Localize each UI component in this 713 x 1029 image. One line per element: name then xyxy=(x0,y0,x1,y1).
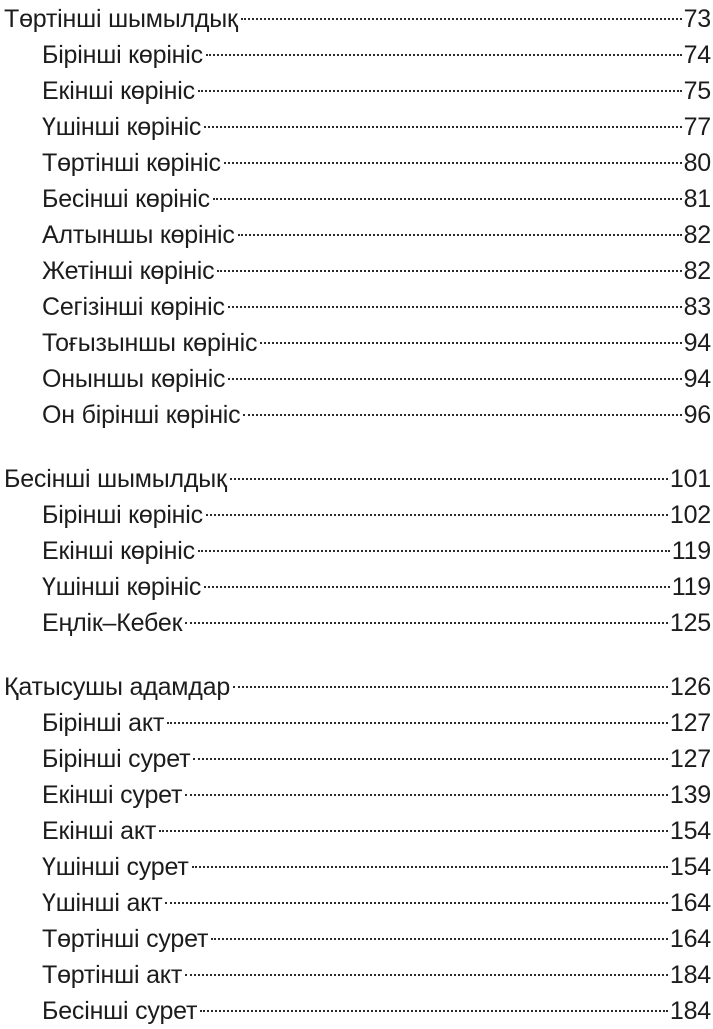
toc-entry-title: Бірінші сурет xyxy=(42,745,191,773)
toc-entry xyxy=(42,145,711,181)
toc-entry xyxy=(42,849,711,885)
dot-leader xyxy=(198,550,670,552)
toc-section-entry xyxy=(4,461,711,497)
dot-leader xyxy=(185,794,668,796)
dot-leader xyxy=(204,126,681,128)
toc-entry xyxy=(42,253,711,289)
toc-entry-title: Үшінші көрініс xyxy=(42,113,202,141)
toc-entry-title: Екінші көрініс xyxy=(42,77,195,105)
toc-entry-title: Бесінші шымылдық xyxy=(4,465,227,493)
toc-entry xyxy=(42,181,711,217)
toc-entry-title: Оныншы көрініс xyxy=(42,365,226,393)
toc-entry xyxy=(42,361,711,397)
toc-entry-page-number: 81 xyxy=(683,185,711,213)
toc-entry xyxy=(42,605,711,641)
toc-entry xyxy=(42,397,711,433)
toc-entry-title: Екінші акт xyxy=(42,817,157,845)
toc-entry xyxy=(42,569,711,605)
dot-leader xyxy=(241,18,682,20)
toc-entry-title: Жетінші көрініс xyxy=(42,257,215,285)
toc-entry-page-number: 73 xyxy=(683,5,711,33)
toc-entry-page-number: 101 xyxy=(669,465,711,493)
dot-leader xyxy=(233,686,668,688)
toc-entry-title: Төртінші көрініс xyxy=(42,149,221,177)
toc-entry-page-number: 94 xyxy=(683,329,711,357)
toc-entry-page-number: 164 xyxy=(669,889,711,917)
toc-entry-title: Қатысушы адамдар xyxy=(4,673,231,701)
dot-leader xyxy=(167,722,668,724)
dot-leader xyxy=(193,758,668,760)
toc-entry xyxy=(42,217,711,253)
toc-entry-page-number: 74 xyxy=(683,41,711,69)
toc-entry-title: Екінші сурет xyxy=(42,781,183,809)
dot-leader xyxy=(204,586,669,588)
dot-leader xyxy=(211,938,668,940)
toc-entry-title: Төртінші акт xyxy=(42,961,183,989)
toc-entry xyxy=(42,289,711,325)
toc-entry xyxy=(42,37,711,73)
toc-entry-title: Бірінші көрініс xyxy=(42,41,203,69)
dot-leader xyxy=(243,414,681,416)
toc-entry-title: Үшінші акт xyxy=(42,889,163,917)
toc-entry-page-number: 126 xyxy=(669,673,711,701)
toc-entry-page-number: 127 xyxy=(669,709,711,737)
toc-entry xyxy=(42,325,711,361)
toc-entry xyxy=(42,885,711,921)
dot-leader xyxy=(238,234,682,236)
toc-entry-page-number: 96 xyxy=(683,401,711,429)
toc-section-entry xyxy=(4,1,711,37)
dot-leader xyxy=(230,478,668,480)
toc-section-entry xyxy=(4,669,711,705)
dot-leader xyxy=(228,378,681,380)
toc-entry-page-number: 139 xyxy=(669,781,711,809)
dot-leader xyxy=(228,306,682,308)
toc-entry-title: Бірінші акт xyxy=(42,709,165,737)
toc-entry-page-number: 119 xyxy=(671,537,711,565)
toc-entry xyxy=(42,109,711,145)
toc-entry-page-number: 154 xyxy=(669,817,711,845)
toc-entry xyxy=(42,921,711,957)
toc-entry-title: Еңлік–Кебек xyxy=(42,609,183,637)
toc-entry-title: Төртінші сурет xyxy=(42,925,209,953)
dot-leader xyxy=(185,974,668,976)
toc-entry-title: Сегізінші көрініс xyxy=(42,293,225,321)
toc-entry-page-number: 154 xyxy=(669,853,711,881)
dot-leader xyxy=(200,1010,668,1012)
dot-leader xyxy=(213,198,682,200)
toc-entry xyxy=(42,993,711,1029)
toc-entry xyxy=(42,533,711,569)
toc-entry xyxy=(42,741,711,777)
dot-leader xyxy=(185,622,668,624)
dot-leader xyxy=(217,270,681,272)
toc-entry-title: Үшінші көрініс xyxy=(42,573,202,601)
toc-entry-title: Бірінші көрініс xyxy=(42,501,203,529)
toc-entry-title: Тоғызыншы көрініс xyxy=(42,329,258,357)
toc-entry-title: Төртінші шымылдық xyxy=(4,5,238,33)
toc-entry-page-number: 82 xyxy=(683,221,711,249)
toc-entry-page-number: 102 xyxy=(669,501,711,529)
toc-entry xyxy=(42,705,711,741)
dot-leader xyxy=(165,902,667,904)
toc-entry-title: Бесінші сурет xyxy=(42,997,198,1025)
dot-leader xyxy=(198,90,682,92)
toc-entry-page-number: 164 xyxy=(669,925,711,953)
toc-entry-page-number: 125 xyxy=(669,609,711,637)
toc-entry-page-number: 80 xyxy=(683,149,711,177)
toc-entry-title: Үшінші сурет xyxy=(42,853,189,881)
toc-entry xyxy=(42,777,711,813)
dot-leader xyxy=(159,830,668,832)
toc-entry-title: Алтыншы көрініс xyxy=(42,221,235,249)
dot-leader xyxy=(206,514,668,516)
toc-entry xyxy=(42,497,711,533)
toc-entry-page-number: 119 xyxy=(671,573,711,601)
toc-entry-page-number: 77 xyxy=(683,113,711,141)
toc-entry-title: Бесінші көрініс xyxy=(42,185,210,213)
dot-leader xyxy=(260,342,681,344)
toc-entry xyxy=(42,73,711,109)
toc-entry xyxy=(42,813,711,849)
toc-entry-page-number: 184 xyxy=(669,961,711,989)
toc-entry-page-number: 94 xyxy=(683,365,711,393)
dot-leader xyxy=(224,162,682,164)
dot-leader xyxy=(192,866,668,868)
toc-entry-page-number: 127 xyxy=(669,745,711,773)
toc-entry-page-number: 75 xyxy=(683,77,711,105)
toc-entry xyxy=(42,957,711,993)
toc-entry-page-number: 184 xyxy=(669,997,711,1025)
toc-entry-title: Он бірінші көрініс xyxy=(42,401,241,429)
toc-entry-title: Екінші көрініс xyxy=(42,537,195,565)
dot-leader xyxy=(206,54,682,56)
toc-entry-page-number: 82 xyxy=(683,257,711,285)
toc-entry-page-number: 83 xyxy=(683,293,711,321)
